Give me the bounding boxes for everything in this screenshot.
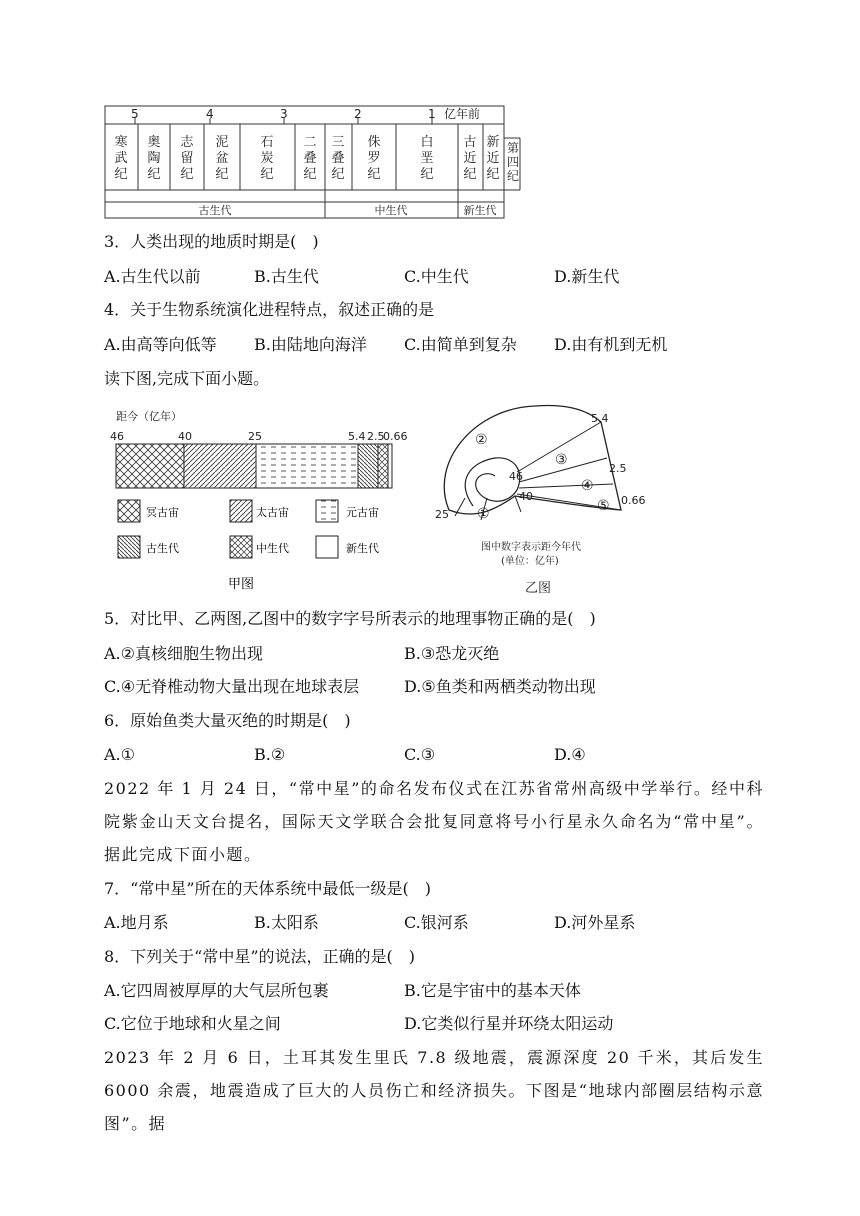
yi-label-4: ④ <box>581 478 594 494</box>
scale-5: 5 <box>131 107 139 121</box>
period-label-4: 石炭纪 <box>260 135 274 182</box>
q8-stem: 8．下列关于“常中星”的说法，正确的是( ) <box>104 947 416 966</box>
q3-option-a[interactable]: A.古生代以前 <box>104 267 201 286</box>
q4-stem: 4．关于生物系统演化进程特点，叙述正确的是 <box>104 300 435 319</box>
legend-paleozoic: 古生代 <box>146 542 179 555</box>
jia-tick-0.66: 0.66 <box>383 430 408 443</box>
period-label-6: 三叠纪 <box>331 135 345 182</box>
jia-bar-archean <box>184 444 256 488</box>
q8-option-b[interactable]: B.它是宇宙中的基本天体 <box>404 981 581 1000</box>
jia-tick-2.5: 2.5 <box>367 430 385 443</box>
yi-num-25: 25 <box>435 508 449 521</box>
jia-bar-proterozoic <box>256 444 358 488</box>
jia-tick-25: 25 <box>248 430 262 443</box>
q8-option-c[interactable]: C.它位于地球和火星之间 <box>104 1014 281 1033</box>
period-label-1: 奥陶纪 <box>147 135 161 182</box>
period-label-8: 白垩纪 <box>420 135 434 182</box>
q8-option-a[interactable]: A.它四周被厚厚的大气层所包裹 <box>104 981 329 1000</box>
q6-stem: 6．原始鱼类大量灭绝的时期是( ) <box>104 711 351 730</box>
period-label-0: 寒武纪 <box>114 135 128 182</box>
q4-option-d[interactable]: D.由有机到无机 <box>554 335 668 354</box>
jia-bar-cenozoic <box>388 444 392 488</box>
q6-option-b[interactable]: B.② <box>254 745 286 764</box>
yi-note-1: 图中数字表示距今年代 <box>481 542 581 553</box>
q6-option-d[interactable]: D.④ <box>554 745 586 764</box>
jia-bar-hadean <box>116 444 184 488</box>
yi-num-40: 40 <box>519 490 533 503</box>
yi-num-46: 46 <box>509 470 523 483</box>
q4-option-a[interactable]: A.由高等向低等 <box>104 335 217 354</box>
q4-option-b[interactable]: B.由陆地向海洋 <box>254 335 367 354</box>
scale-2: 2 <box>354 107 362 121</box>
q5-option-a[interactable]: A.②真核细胞生物出现 <box>104 644 263 663</box>
yi-label-3: ③ <box>555 452 568 468</box>
scale-3: 3 <box>280 107 288 121</box>
yi-note-2: (单位：亿年) <box>501 556 559 567</box>
intro-read-figure: 读下图,完成下面小题。 <box>104 369 270 388</box>
period-label-7: 侏罗纪 <box>367 135 381 182</box>
q7-option-c[interactable]: C.银河系 <box>404 913 469 932</box>
q7-stem: 7．“常中星”所在的天体系统中最低一级是( ) <box>104 879 432 898</box>
period-label-10: 新近纪 <box>486 135 500 182</box>
yi-num-5.4: 5.4 <box>591 412 609 425</box>
yi-num-0.66: 0.66 <box>621 494 646 507</box>
period-label-2: 志留纪 <box>180 135 194 182</box>
yi-label-1: ① <box>477 506 490 522</box>
q3-stem: 3．人类出现的地质时期是( ) <box>104 232 319 251</box>
q5-option-b[interactable]: B.③恐龙灭绝 <box>404 644 500 663</box>
period-label-5: 二叠纪 <box>303 135 317 182</box>
era-cenozoic: 新生代 <box>463 204 497 217</box>
period-label-quaternary: 第四纪 <box>506 141 520 183</box>
era-paleozoic: 古生代 <box>198 204 232 217</box>
jia-tick-5.4: 5.4 <box>348 430 366 443</box>
q3-option-d[interactable]: D.新生代 <box>554 267 620 286</box>
jia-axis-title: 距今（亿年） <box>116 410 182 423</box>
legend-cenozoic: 新生代 <box>346 542 379 555</box>
q4-option-c[interactable]: C.由简单到复杂 <box>404 335 517 354</box>
jia-tick-40: 40 <box>178 430 192 443</box>
q7-option-b[interactable]: B.太阳系 <box>254 913 319 932</box>
scale-4: 4 <box>206 107 214 121</box>
scale-1: 1 <box>428 107 436 121</box>
figure-jia <box>100 402 420 600</box>
yi-label-5: ⑤ <box>597 498 610 514</box>
yi-label-2: ② <box>475 432 488 448</box>
legend-proterozoic: 元古宙 <box>346 506 379 519</box>
q3-option-c[interactable]: C.中生代 <box>404 267 469 286</box>
figure-yi <box>425 402 650 600</box>
yi-caption: 乙图 <box>525 581 552 596</box>
yi-num-2.5: 2.5 <box>609 462 627 475</box>
period-label-9: 古近纪 <box>463 135 477 182</box>
q5-stem: 5．对比甲、乙两图,乙图中的数字字号所表示的地理事物正确的是( ) <box>104 609 596 628</box>
period-label-3: 泥盆纪 <box>215 135 229 182</box>
jia-tick-46: 46 <box>110 430 124 443</box>
jia-caption: 甲图 <box>228 577 255 592</box>
era-mesozoic: 中生代 <box>374 204 408 217</box>
geologic-timeline-figure <box>100 98 530 223</box>
jia-bar-paleozoic <box>358 444 378 488</box>
legend-archean: 太古宙 <box>256 506 289 519</box>
q8-option-d[interactable]: D.它类似行星并环绕太阳运动 <box>404 1014 614 1033</box>
intro-changzhongxing: 2022 年 1 月 24 日，“常中星”的命名发布仪式在江苏省常州高级中学举行。经中科院紫金山天文台提名，国际天文学联合会批复同意将号小行星永久命名为“常中星”。据此完成下面小题。 <box>104 779 764 864</box>
q3-option-b[interactable]: B.古生代 <box>254 267 319 286</box>
q6-option-a[interactable]: A.① <box>104 745 135 764</box>
q5-option-d[interactable]: D.⑤鱼类和两栖类动物出现 <box>404 677 596 696</box>
q7-option-d[interactable]: D.河外星系 <box>554 913 636 932</box>
q6-option-c[interactable]: C.③ <box>404 745 436 764</box>
q7-option-a[interactable]: A.地月系 <box>104 913 169 932</box>
scale-unit: 亿年前 <box>444 107 481 121</box>
legend-mesozoic: 中生代 <box>256 542 289 555</box>
jia-bar-mesozoic <box>378 444 388 488</box>
q5-option-c[interactable]: C.④无脊椎动物大量出现在地球表层 <box>104 677 360 696</box>
intro-earthquake: 2023 年 2 月 6 日，土耳其发生里氏 7.8 级地震，震源深度 20 千米，其后发生 6000 余震，地震造成了巨大的人员伤亡和经济损失。下图是“地球内部圈层结构示意图”。据 <box>104 1048 764 1133</box>
legend-hadean: 冥古宙 <box>146 506 179 519</box>
